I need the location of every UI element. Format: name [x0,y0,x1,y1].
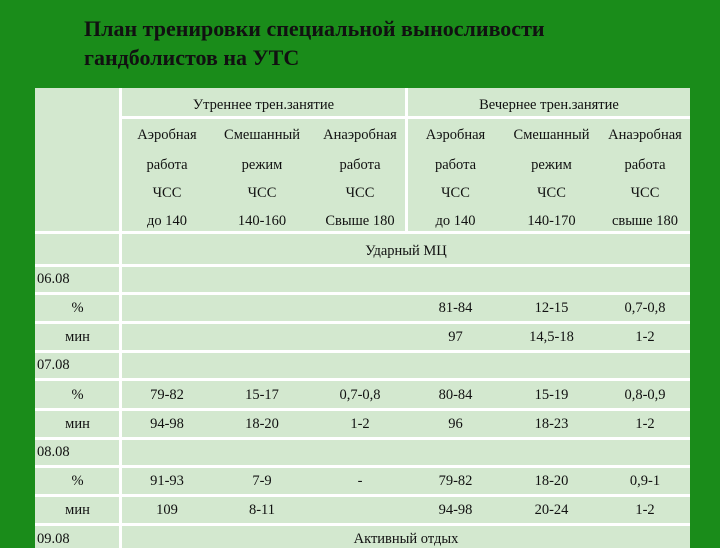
day-2-min-col2: 18-20 [245,416,279,432]
day-3-min-label: мин [65,502,90,518]
day-2-pct-col3: 0,7-0,8 [339,387,381,403]
day-2-min-label: мин [65,416,90,432]
evening-session-header: Вечернее трен.занятие [479,97,619,113]
title-line-2: гандболистов на УТС [84,45,300,70]
day-3-pct-col4: 79-82 [438,473,473,489]
day-2-min-col1: 94-98 [150,416,184,432]
day-3-min-col2: 8-11 [248,502,276,518]
col5-work: режим [531,157,572,173]
col4-work: работа [434,157,477,173]
col1-range: до 140 [146,213,187,229]
day-3-pct-label: % [71,473,84,489]
col2-range: 140-160 [237,213,287,229]
day-2-pct-col1: 79-82 [150,387,184,403]
day-2-pct-col4: 80-84 [438,387,473,403]
day-2-min-col3: 1-2 [350,416,370,432]
grid-row-pct-1 [35,321,690,324]
col4-range: до 140 [435,213,476,229]
day-1-pct-label: % [71,300,84,316]
col4-hr: ЧСС [441,185,470,201]
grid-row-min-2 [35,437,690,440]
day-3-min-col5: 20-24 [534,502,569,518]
section-impact-label: Ударный МЦ [365,243,447,259]
col6-range: свыше 180 [611,213,678,229]
day-3-min-col1: 109 [156,502,178,518]
col5-range: 140-170 [527,213,576,229]
day-2-pct-col6: 0,8-0,9 [624,387,666,403]
day-3-pct-col5: 18-20 [534,473,569,489]
grid-row-header-bottom [35,231,690,234]
col1-type: Аэробная [137,127,197,143]
grid-row-min-3 [35,523,690,526]
day-1-min-col6: 1-2 [635,329,655,345]
morning-session-header: Утреннее трен.занятие [192,97,335,113]
col1-hr: ЧСС [152,185,182,201]
day-1-pct-col6: 0,7-0,8 [624,300,666,316]
grid-row-date-1 [35,292,690,295]
grid-row-pct-3 [35,494,690,497]
day-3-pct-col1: 91-93 [150,473,184,489]
col2-work: режим [241,157,283,173]
training-plan-table [35,88,690,548]
col6-work: работа [624,157,666,173]
title-line-1: План тренировки специальной выносливости [84,16,545,41]
col5-type: Смешанный [513,127,590,143]
col4-type: Аэробная [425,127,486,143]
grid-row-date-3 [35,465,690,468]
day-3-min-col4: 94-98 [438,502,473,518]
day-1-pct-col4: 81-84 [438,300,473,316]
col3-range: Свыше 180 [325,213,395,229]
section-rest-label: Активный отдых [353,531,459,547]
day-2-pct-col5: 15-19 [534,387,569,403]
day-1-min-label: мин [65,329,90,345]
col3-work: работа [339,157,381,173]
grid-row-date-2 [35,378,690,381]
col5-hr: ЧСС [537,185,566,201]
grid-row-pct-2 [35,408,690,411]
day-3-pct-col2: 7-9 [252,473,272,489]
day-2-min-col5: 18-23 [534,416,569,432]
page-title [84,14,704,72]
col6-type: Анаэробная [608,127,682,143]
col6-hr: ЧСС [630,185,660,201]
day-2-min-col4: 96 [448,416,463,432]
day-2-pct-label: % [71,387,84,403]
day-2-pct-col2: 15-17 [245,387,279,403]
day-2-date: 07.08 [37,357,70,373]
col2-type: Смешанный [224,127,300,143]
day-4-date: 09.08 [37,531,70,547]
col2-hr: ЧСС [247,185,277,201]
col3-hr: ЧСС [345,185,375,201]
day-3-min-col6: 1-2 [635,502,655,518]
col3-type: Анаэробная [323,127,397,143]
day-1-min-col5: 14,5-18 [529,329,574,345]
grid-row-session-header [119,116,690,119]
grid-row-section [35,264,690,267]
grid-row-min-1 [35,350,690,353]
col1-work: работа [146,157,188,173]
day-2-min-col6: 1-2 [635,416,655,432]
day-1-pct-col5: 12-15 [534,300,569,316]
day-3-pct-col3: - [357,473,363,489]
day-3-pct-col6: 0,9-1 [629,473,661,489]
day-3-date: 08.08 [37,444,70,460]
day-1-date: 06.08 [37,271,70,287]
day-1-min-col4: 97 [448,329,463,345]
